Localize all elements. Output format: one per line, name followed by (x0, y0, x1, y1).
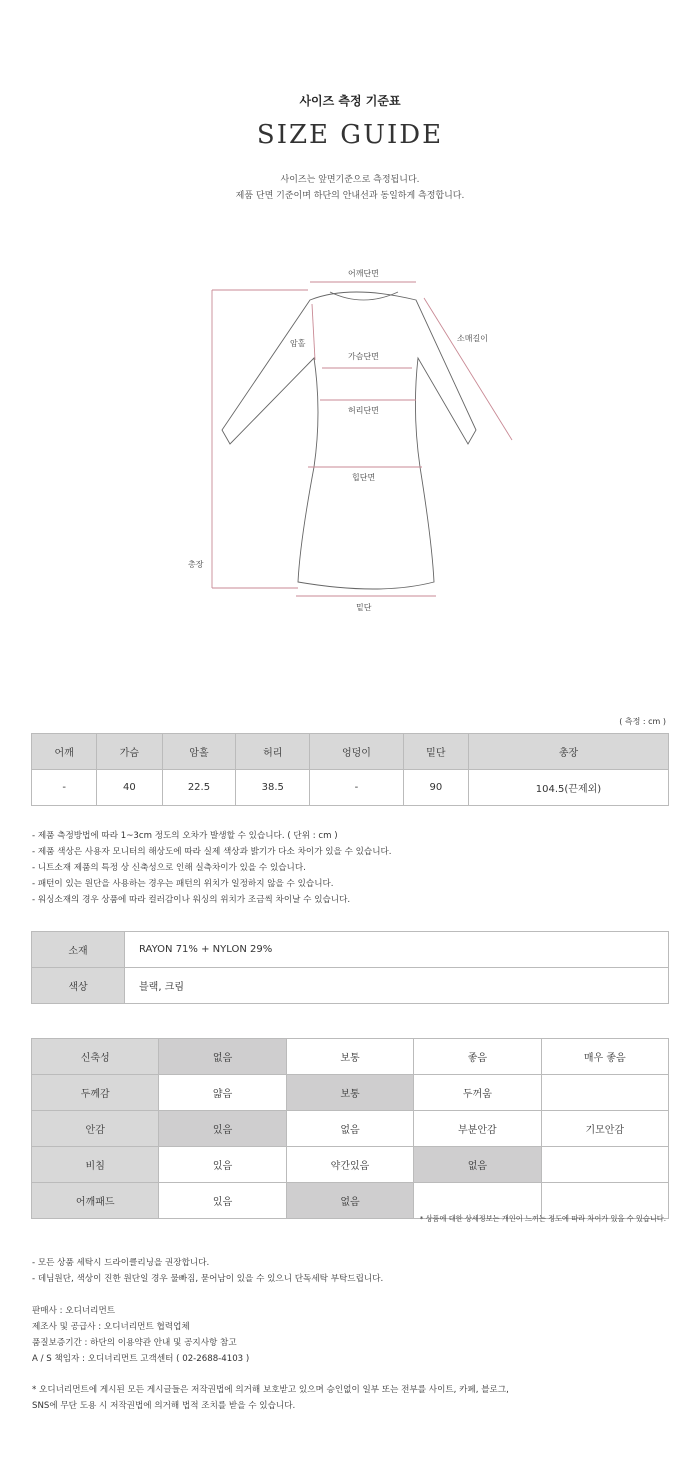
label-length: 총장 (188, 560, 204, 569)
feel-row-label: 신축성 (32, 1039, 159, 1075)
feel-cell (541, 1147, 668, 1183)
care-line: - 데님원단, 색상이 진한 원단일 경우 물빠짐, 묻어남이 있을 수 있으니 단독세탁 부탁드립니다. (32, 1274, 384, 1284)
feel-cell-selected: 없음 (286, 1183, 413, 1219)
size-table (31, 733, 669, 806)
note-line: - 워싱소재의 경우 상품에 따라 컬러감이나 워싱의 위치가 조금씩 차이날 수 있습니다. (32, 895, 351, 905)
care-line: - 모든 상품 세탁시 드라이클리닝을 권장합니다. (32, 1258, 210, 1268)
dress-outline (222, 292, 476, 589)
armhole-line (312, 304, 315, 360)
size-header: 허리 (236, 734, 310, 770)
feel-row-thickness (32, 1075, 669, 1111)
feel-cell: 매우 좋음 (541, 1039, 668, 1075)
feel-cell: 있음 (159, 1147, 286, 1183)
seller-line: 판매사 : 오디너리먼트 (32, 1306, 116, 1316)
material-table (31, 931, 669, 1004)
note-line: - 니트소재 제품의 특정 상 신축성으로 인해 실측차이가 있을 수 있습니다. (32, 863, 306, 873)
color-row (32, 968, 669, 1004)
feel-cell-selected: 없음 (159, 1039, 286, 1075)
size-value: 40 (97, 770, 162, 806)
color-label: 색상 (32, 968, 125, 1004)
size-value: 90 (403, 770, 468, 806)
intro-text-1: 사이즈는 앞면기준으로 측정됩니다. (280, 175, 420, 185)
feel-cell: 있음 (159, 1183, 286, 1219)
note-line: - 제품 측정방법에 따라 1~3cm 정도의 오차가 발생할 수 있습니다. ( 단위 : cm ) (32, 831, 338, 841)
copyright-notice (32, 1382, 509, 1414)
fabric-label: 소재 (32, 932, 125, 968)
dress-illustration (180, 262, 520, 622)
label-chest: 가슴단면 (348, 352, 379, 361)
feel-cell: 약간있음 (286, 1147, 413, 1183)
size-value: 22.5 (162, 770, 236, 806)
care-instructions (32, 1255, 383, 1287)
label-sleeve: 소매길이 (457, 334, 488, 343)
size-header: 밑단 (403, 734, 468, 770)
feel-cell: 좋음 (414, 1039, 541, 1075)
feel-cell: 부분안감 (414, 1111, 541, 1147)
size-value: 104.5(끈제외) (468, 770, 668, 806)
copyright-line: SNS에 무단 도용 시 저작권법에 의거해 법적 조치를 받을 수 있습니다. (32, 1401, 296, 1411)
seller-info (32, 1303, 249, 1367)
unit-note: ( 측정 : cm ) (619, 717, 666, 726)
feel-row-label: 두께감 (32, 1075, 159, 1111)
note-line: - 제품 색상은 사용자 모니터의 해상도에 따라 실제 색상과 밝기가 다소 차이가 있을 수 있습니다. (32, 847, 392, 857)
size-header: 총장 (468, 734, 668, 770)
label-hem: 밑단 (356, 603, 372, 612)
seller-line: 제조사 및 공급사 : 오디너리먼트 협력업체 (32, 1322, 190, 1332)
copyright-line: * 오디너리먼트에 게시된 모든 게시글들은 저작권법에 의거해 보호받고 있으며 승인없이 일부 또는 전부를 사이트, 카페, 블로그, (32, 1385, 509, 1395)
size-value: - (32, 770, 97, 806)
feel-cell: 얇음 (159, 1075, 286, 1111)
feel-cell-selected: 있음 (159, 1111, 286, 1147)
size-value: - (310, 770, 403, 806)
page-title-ko: 사이즈 측정 기준표 (299, 94, 401, 108)
material-row (32, 932, 669, 968)
feel-cell: 보통 (286, 1039, 413, 1075)
page-title-en: SIZE GUIDE (256, 120, 444, 150)
feel-row-stretch (32, 1039, 669, 1075)
feel-cell-selected: 없음 (414, 1147, 541, 1183)
measurement-notes (32, 828, 392, 908)
size-header: 어깨 (32, 734, 97, 770)
label-hip: 힙단면 (352, 473, 376, 482)
feel-cell: 두꺼움 (414, 1075, 541, 1111)
color-value: 블랙, 크림 (125, 968, 669, 1004)
fabric-value: RAYON 71% + NYLON 29% (125, 932, 669, 968)
fabric-feel-table (31, 1038, 669, 1219)
size-header: 엉덩이 (310, 734, 403, 770)
feel-row-label: 비침 (32, 1147, 159, 1183)
garment-diagram (180, 262, 520, 622)
size-table-value-row (32, 770, 669, 806)
feel-cell: 없음 (286, 1111, 413, 1147)
size-value: 38.5 (236, 770, 310, 806)
label-armhole: 암홀 (290, 339, 306, 348)
size-table-header-row (32, 734, 669, 770)
label-shoulder: 어깨단면 (348, 269, 379, 278)
intro-text-2: 제품 단면 기준이며 하단의 안내선과 동일하게 측정합니다. (235, 191, 465, 201)
feel-cell-selected: 보통 (286, 1075, 413, 1111)
note-line: - 패턴이 있는 원단을 사용하는 경우는 패턴의 위치가 일정하지 않을 수 있습니다. (32, 879, 334, 889)
feel-cell: 기모안감 (541, 1111, 668, 1147)
feel-row-sheerness (32, 1147, 669, 1183)
label-waist: 허리단면 (348, 406, 379, 415)
seller-line: 품질보증기간 : 하단의 이용약관 안내 및 공지사항 참고 (32, 1338, 237, 1348)
feel-row-lining (32, 1111, 669, 1147)
feel-cell (541, 1075, 668, 1111)
feel-disclaimer: * 상품에 대한 상세정보는 개인이 느끼는 정도에 따라 차이가 있을 수 있습니다. (419, 1214, 666, 1223)
size-header: 암홀 (162, 734, 236, 770)
size-header: 가슴 (97, 734, 162, 770)
feel-row-label: 안감 (32, 1111, 159, 1147)
seller-line: A / S 책임자 : 오디너리먼트 고객센터 ( 02-2688-4103 ) (32, 1354, 250, 1364)
feel-row-label: 어깨패드 (32, 1183, 159, 1219)
sleeve-line (424, 298, 512, 440)
